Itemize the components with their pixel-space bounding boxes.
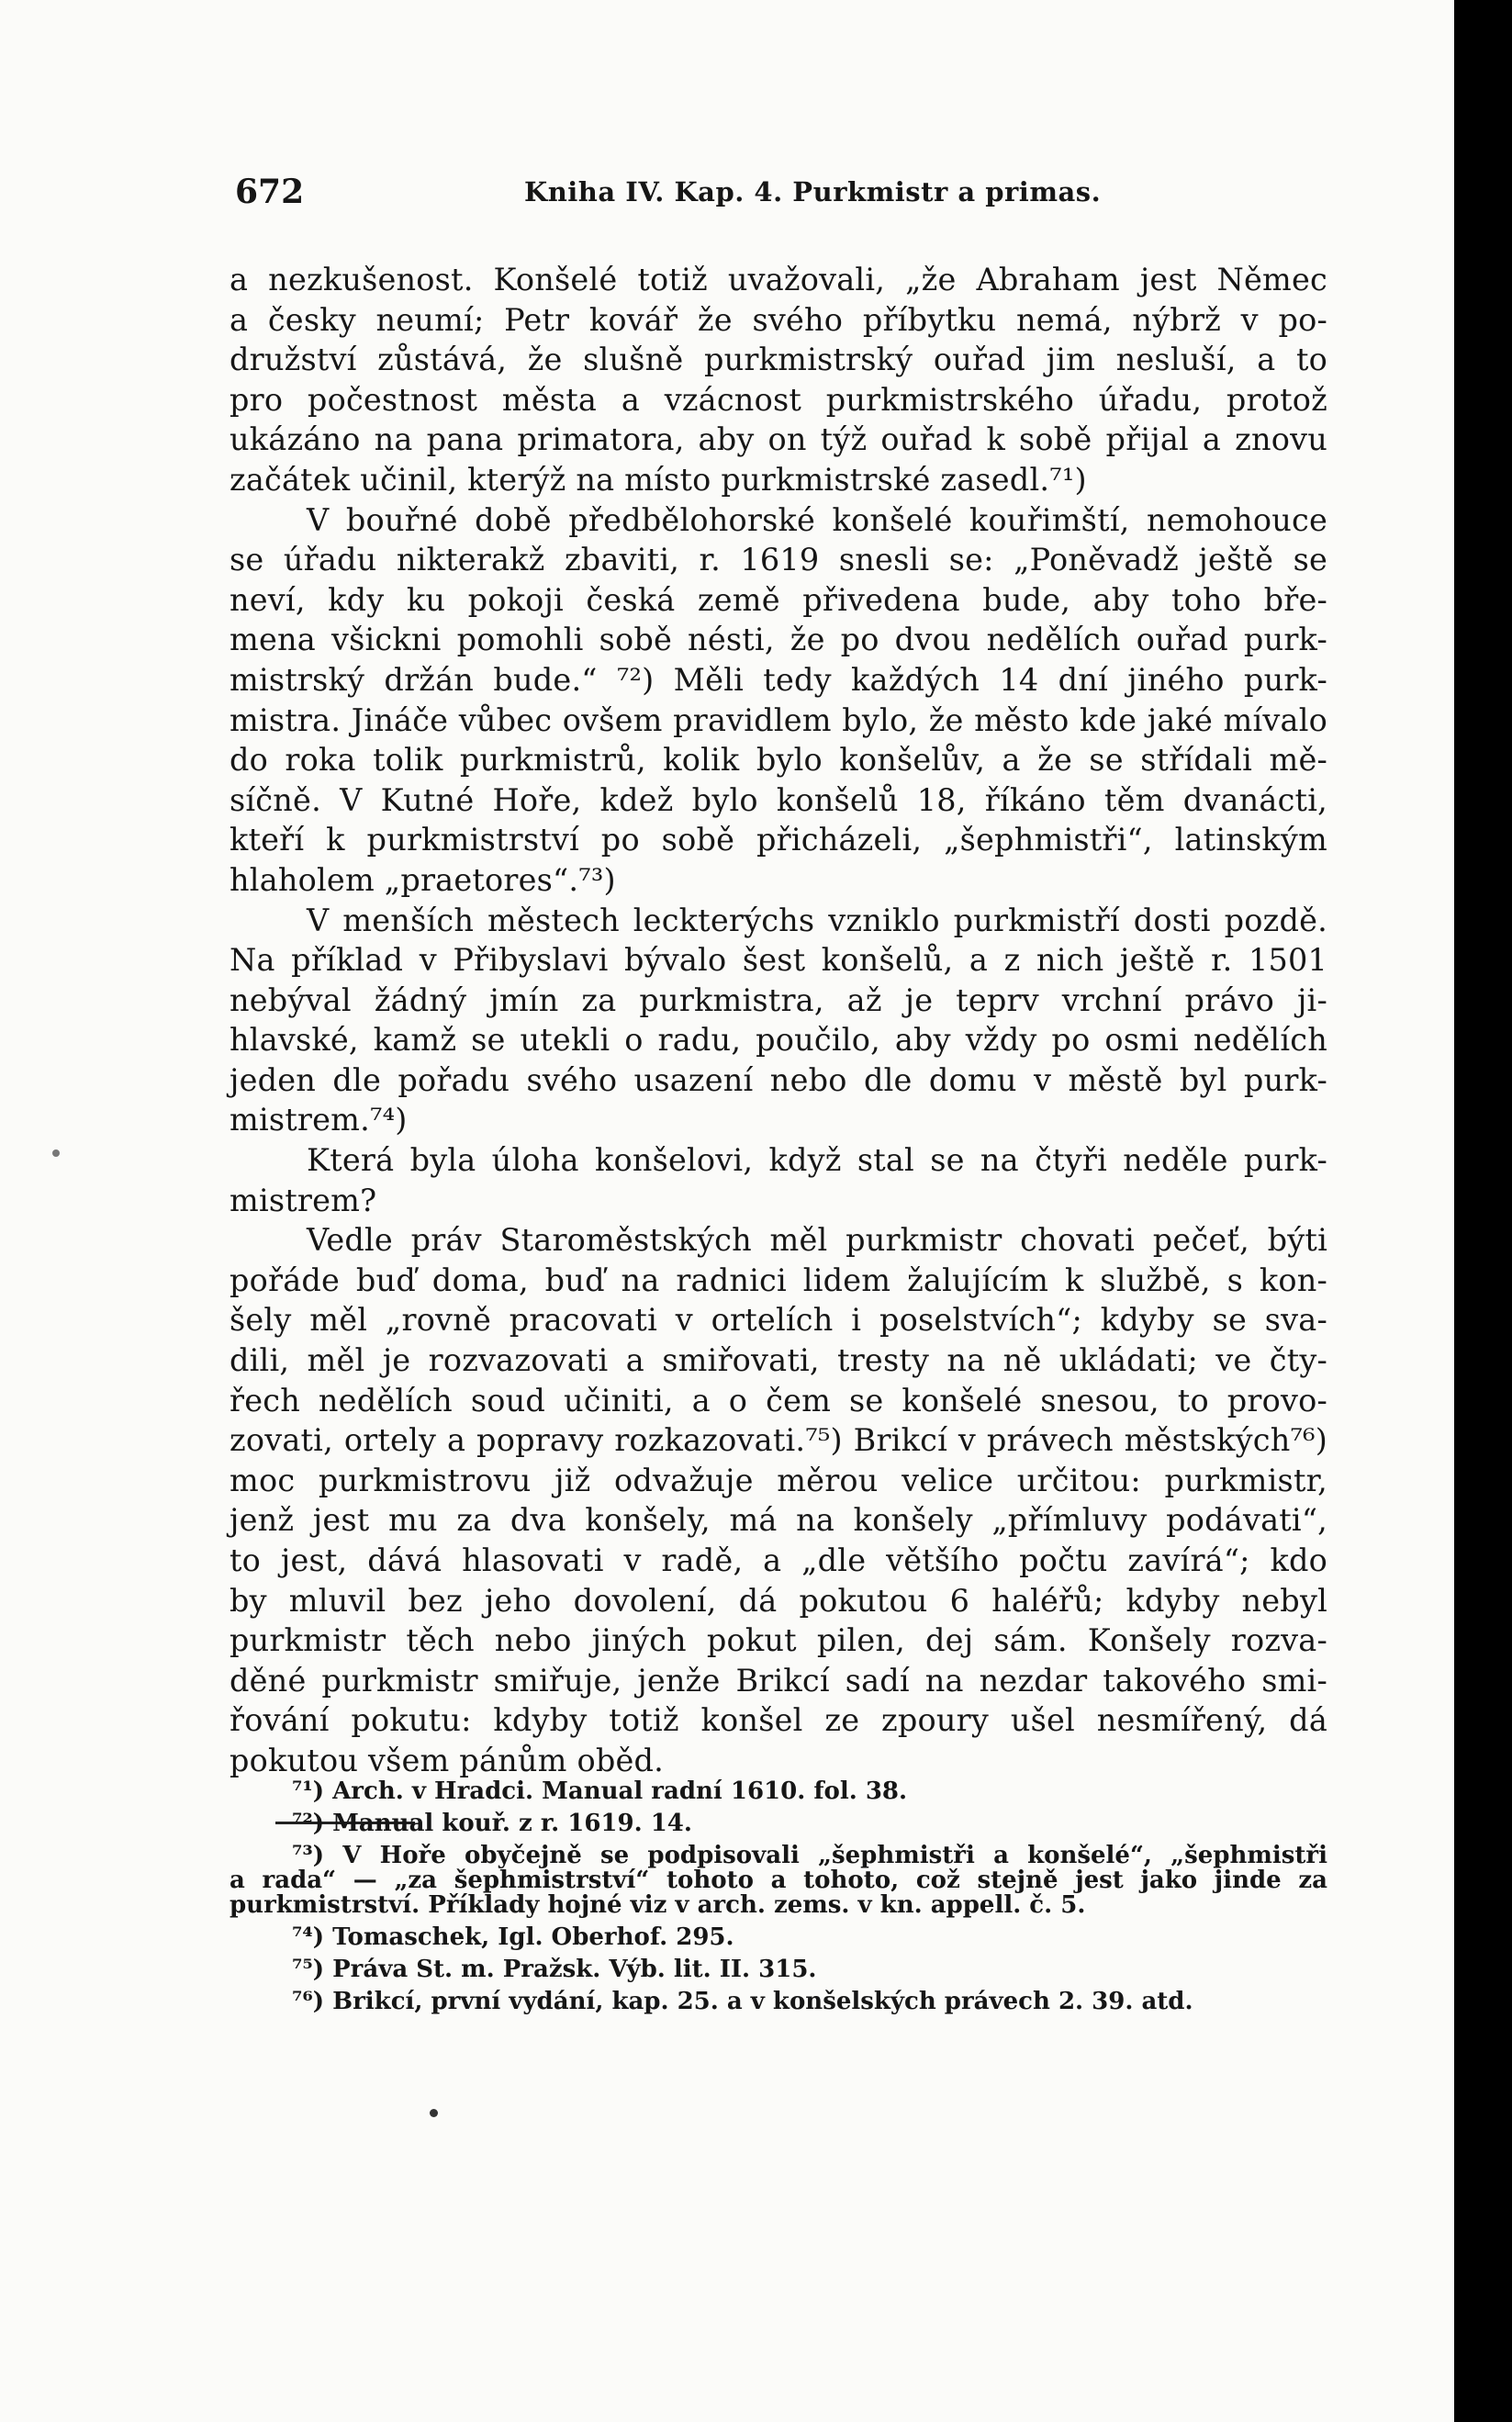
text-line: Vedle práv Staroměstských měl purkmistr chovati pečeť, býti — [307, 1222, 1327, 1259]
footnote-line: ⁷⁴) Tomaschek, Igl. Oberhof. 295. — [292, 1923, 734, 1951]
text-line: jeden dle pořadu svého usazení nebo dle domu v městě byl purk- — [230, 1061, 1327, 1098]
footnote-line: ⁷¹) Arch. v Hradci. Manual radní 1610. fol. 38. — [292, 1777, 908, 1805]
page-header — [235, 173, 1316, 213]
footnotes — [230, 1779, 1327, 2014]
text-line: by mluvil bez jeho dovolení, dá pokutou 6 haléřů; kdyby nebyl — [230, 1582, 1327, 1619]
footnote-line: purkmistrství. Příklady hojné viz v arch. zems. v kn. appell. č. 5. — [230, 1891, 1086, 1919]
text-line: mistrem? — [230, 1182, 377, 1218]
print-speck — [430, 2109, 438, 2117]
text-line: a nezkušenost. Konšelé totiž uvažovali, „že Abraham jest Němec — [230, 262, 1327, 297]
text-line: družství zůstává, že slušně purkmistrský ouřad jim nesluší, a to — [230, 342, 1327, 378]
footnote-line: ⁷³) V Hoře obyčejně se podpisovali „šephmistři a konšelé“, „šephmistři — [292, 1842, 1327, 1869]
text-line: pořáde buď doma, buď na radnici lidem žalujícím k službě, s kon- — [230, 1261, 1327, 1298]
text-line: mistrský držán bude.“ ⁷²) Měli tedy každých 14 dní jiného purk- — [230, 661, 1327, 698]
text-line: Na příklad v Přibyslavi bývalo šest konšelů, a z nich ještě r. 1501 — [230, 942, 1327, 979]
page-number: 672 — [235, 173, 305, 211]
text-line: jenž jest mu za dva konšely, má na konšely „přímluvy podávati“, — [230, 1502, 1327, 1539]
text-line: V menších městech leckterýchs vzniklo purkmistří dosti pozdě. — [307, 902, 1327, 938]
text-line: mistrem.⁷⁴) — [230, 1102, 408, 1138]
text-line: neví, kdy ku pokoji česká země přivedena bude, aby toho bře- — [230, 581, 1327, 618]
text-line: řech nedělích soud učiniti, a o čem se konšelé snesou, to provo- — [230, 1382, 1327, 1418]
running-title: Kniha IV. Kap. 4. Purkmistr a primas. — [524, 176, 1102, 207]
text-line: děné purkmistr smiřuje, jenže Brikcí sadí na nezdar takového smi- — [230, 1662, 1327, 1699]
text-line: ukázáno na pana primatora, aby on týž ouřad k sobě přijal a znovu — [230, 421, 1327, 458]
text-line: to jest, dává hlasovati v radě, a „dle většího počtu zavírá“; kdo — [230, 1542, 1327, 1578]
text-line: nebýval žádný jmín za purkmistra, až je teprv vrchní právo ji- — [230, 981, 1327, 1018]
text-line: mena všickni pomohli sobě nésti, že po dvou nedělích ouřad purk- — [230, 622, 1327, 658]
text-line: dili, měl je rozvazovati a smiřovati, tresty na ně ukládati; ve čty- — [230, 1342, 1327, 1379]
text-line: Která byla úloha konšelovi, když stal se na čtyři neděle purk- — [307, 1142, 1327, 1179]
text-line: V bouřné době předbělohorské konšelé kouřimští, nemohouce — [307, 501, 1327, 538]
text-line: hlaholem „praetores“.⁷³) — [230, 861, 616, 898]
text-line: pro počestnost města a vzácnost purkmistrského úřadu, protož — [230, 381, 1327, 418]
footnote-line: ⁷⁶) Brikcí, první vydání, kap. 25. a v konšelských právech 2. 39. atd. — [292, 1988, 1193, 2015]
footnote-line: a rada“ — „za šephmistrství“ tohoto a tohoto, což stejně jest jako jinde za — [230, 1867, 1327, 1894]
text-line: hlavské, kamž se utekli o radu, poučilo, aby vždy po osmi nedělích — [230, 1022, 1327, 1059]
text-line: moc purkmistrovu již odvažuje měrou velice určitou: purkmistr, — [230, 1462, 1327, 1498]
text-line: šely měl „rovně pracovati v ortelích i poselstvích“; kdyby se sva- — [230, 1302, 1327, 1339]
text-line: se úřadu nikterakž zbaviti, r. 1619 snesli se: „Poněvadž ještě se — [230, 542, 1327, 578]
text-line: začátek učinil, kterýž na místo purkmistrské zasedl.⁷¹) — [230, 461, 1087, 498]
print-speck — [52, 1149, 60, 1157]
text-line: mistra. Jináče vůbec ovšem pravidlem bylo, že město kde jaké mívalo — [230, 701, 1327, 738]
main-text — [230, 260, 1327, 1781]
text-line: zovati, ortely a popravy rozkazovati.⁷⁵) Brikcí v právech městských⁷⁶) — [230, 1422, 1327, 1459]
text-line: kteří k purkmistrství po sobě přicházeli, „šephmistři“, latinským — [230, 822, 1327, 858]
text-line: pokutou všem pánům oběd. — [230, 1742, 665, 1778]
footnote-line: ⁷²) Manual kouř. z r. 1619. 14. — [292, 1810, 692, 1837]
text-line: a česky neumí; Petr kovář že svého příbytku nemá, nýbrž v po- — [230, 301, 1327, 338]
footnote-line: ⁷⁵) Práva St. m. Pražsk. Výb. lit. II. 315. — [292, 1956, 817, 1983]
text-line: řování pokutu: kdyby totiž konšel ze zpoury ušel nesmířený, dá — [230, 1702, 1327, 1739]
text-line: do roka tolik purkmistrů, kolik bylo konšelův, a že se střídali mě- — [230, 742, 1327, 779]
text-line: purkmistr těch nebo jiných pokut pilen, dej sám. Konšely rozva- — [230, 1622, 1327, 1659]
text-line: síčně. V Kutné Hoře, kdež bylo konšelů 18, říkáno těm dvanácti, — [230, 781, 1327, 818]
